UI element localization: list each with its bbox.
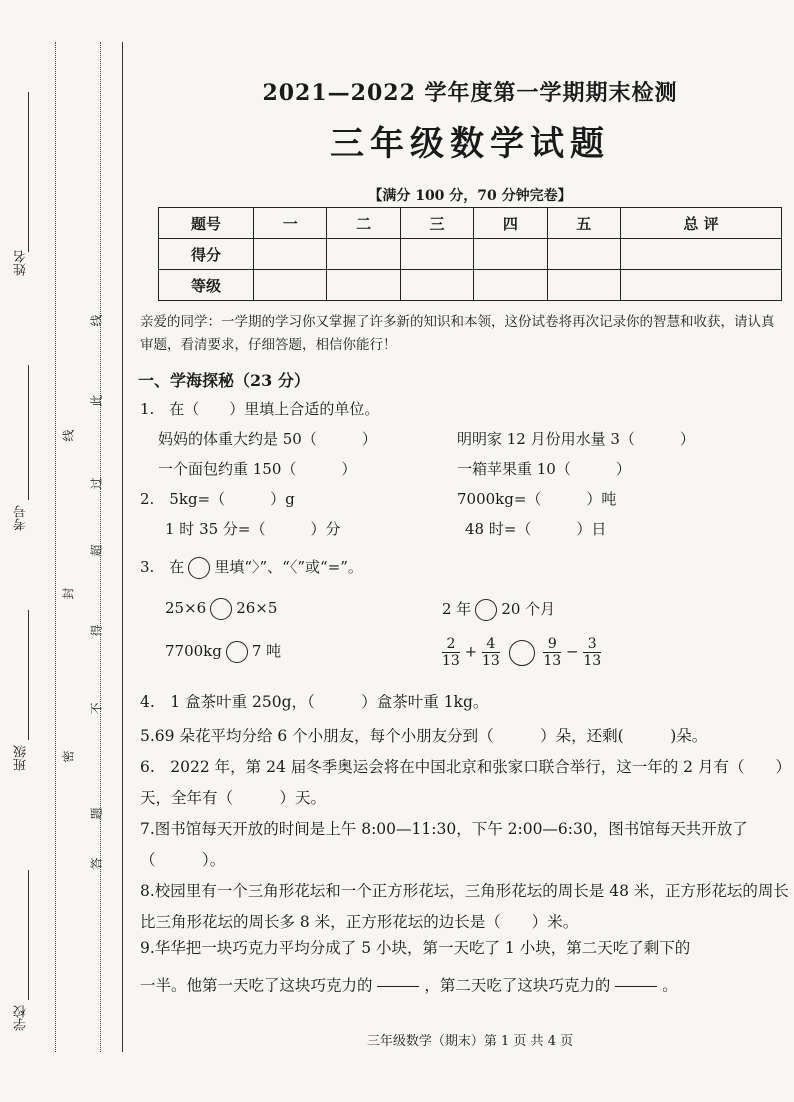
seal-char: 不 (89, 702, 104, 715)
exam-title: 三年级数学试题 (330, 124, 610, 164)
question-9-text: ，第二天吃了这块巧克力的 (424, 976, 611, 995)
question-7: 7.图书馆每天开放的时间是上午 8:00—11:30，下午 2:00—6:30，图书馆每天共开放了（ ）。 (140, 820, 748, 869)
page-footer: 三年级数学（期末）第 1 页 共 4 页 (366, 1034, 574, 1049)
question-3c (165, 640, 281, 663)
name-underline (28, 92, 29, 252)
seal-char: 得 (89, 624, 104, 637)
score-table-cell: 二 (327, 208, 400, 239)
score-table-cell: 总 评 (621, 208, 782, 239)
seal-char: 此 (89, 394, 104, 407)
question-3b (442, 598, 555, 621)
question-3a (165, 598, 277, 620)
score-row-label: 等级 (159, 270, 254, 301)
score-table (158, 207, 782, 301)
question-5: 5.69 朵花平均分给 6 个小朋友，每个小朋友分到（ ）朵，还剩( )朵。 (140, 727, 708, 745)
score-table-cell: 三 (400, 208, 473, 239)
fraction: $\frac{3}{13}$ (583, 636, 602, 669)
fraction: $\frac{4}{13}$ (481, 636, 500, 669)
question-9-text: 一半。他第一天吃了这块巧克力的 (140, 976, 373, 995)
seal-char: 封 (61, 587, 76, 600)
score-table-row (159, 270, 782, 301)
score-table-header-row (159, 208, 782, 239)
score-input-cell[interactable] (327, 270, 400, 301)
expr-right: 26×5 (236, 599, 278, 617)
expr-left: 25×6 (165, 599, 207, 617)
question-1a: 妈妈的体重大约是 50（ ） (158, 430, 377, 448)
score-input-cell[interactable] (254, 239, 327, 270)
seal-char: 超 (89, 544, 104, 557)
expr-right: 20 个月 (501, 600, 556, 618)
margin-border (122, 42, 123, 1052)
full-score-note: 【满分 100 分，70 分钟完卷】 (368, 188, 572, 204)
question-2d: 48 时=（ ）日 (465, 520, 607, 538)
score-input-cell[interactable] (474, 239, 547, 270)
score-table-cell: 题号 (159, 208, 254, 239)
score-input-cell[interactable] (327, 239, 400, 270)
compare-answer-circle[interactable] (226, 641, 248, 663)
fraction-answer-blank[interactable] (615, 970, 657, 1003)
expr-left: 2 年 (442, 600, 472, 618)
score-input-cell[interactable] (254, 270, 327, 301)
question-1c: 一个面包约重 150（ ） (158, 460, 357, 478)
school-label: 学校 (14, 1005, 29, 1031)
question-1d: 一箱苹果重 10（ ） (457, 460, 631, 478)
fraction: $\frac{9}{13}$ (543, 636, 562, 669)
question-4: 4. 1 盒茶叶重 250g，（ ）盒茶叶重 1kg。 (140, 693, 489, 711)
compare-answer-circle[interactable] (210, 598, 232, 620)
question-2c: 1 时 35 分=（ ）分 (165, 520, 341, 538)
exam-year-title: 2021—2022 学年度第一学期期末检测 (262, 80, 678, 106)
seal-char: 答 (89, 857, 104, 870)
seal-char: 密 (61, 750, 76, 763)
score-input-cell[interactable] (474, 270, 547, 301)
fraction: $\frac{2}{13}$ (442, 636, 460, 669)
question-3-stem-post: 里填“〉”、“〈”或“=”。 (214, 558, 363, 576)
question-2b: 7000kg=（ ）吨 (457, 490, 617, 508)
question-3-stem-pre: 3. 在 (140, 558, 185, 576)
school-underline (28, 870, 29, 1000)
score-input-cell[interactable] (547, 239, 620, 270)
exam-no-underline (28, 365, 29, 500)
score-input-cell[interactable] (400, 270, 473, 301)
compare-circle-icon (188, 557, 210, 579)
seal-char: 题 (89, 807, 104, 820)
expr-right: 7 吨 (251, 642, 282, 660)
exam-no-label: 考号 (14, 505, 29, 531)
question-1b: 明明家 12 月份用水量 3（ ） (457, 430, 695, 448)
operator: + (464, 642, 478, 661)
score-table-cell: 一 (254, 208, 327, 239)
score-table-cell: 四 (474, 208, 547, 239)
compare-answer-circle[interactable] (475, 599, 497, 621)
question-9-line2 (140, 970, 678, 1003)
dotted-line-outer (55, 42, 56, 1052)
score-input-cell[interactable] (400, 239, 473, 270)
score-table-row (159, 239, 782, 270)
score-row-label: 得分 (159, 239, 254, 270)
compare-answer-circle[interactable] (509, 640, 535, 666)
name-label: 姓名 (14, 250, 29, 276)
question-8: 8.校园里有一个三角形花坛和一个正方形花坛，三角形花坛的周长是 48 米，正方形花坛的周长比三角形花坛的周长多 8 米，正方形花坛的边长是（ ）米。 (140, 882, 789, 931)
question-9-line1: 9.华华把一块巧克力平均分成了 5 小块，第一天吃了 1 小块，第二天吃了剩下的 (140, 939, 691, 957)
seal-char: 过 (89, 477, 104, 490)
expr-left: 7700kg (165, 642, 222, 660)
score-table-cell: 五 (547, 208, 620, 239)
seal-char: 线 (61, 429, 76, 442)
intro-paragraph: 亲爱的同学：一学期的学习你又掌握了许多新的知识和本领，这份试卷将再次记录你的智慧和收获，请认真审题，看清要求，仔细答题，相信你能行！ (140, 314, 775, 353)
operator: − (565, 642, 579, 661)
section-heading: 一、学海探秘（23 分） (138, 371, 310, 390)
score-input-cell[interactable] (547, 270, 620, 301)
question-3d (442, 636, 601, 669)
fraction-answer-blank[interactable] (377, 970, 419, 1003)
question-2a: 2. 5kg=（ ）g (140, 490, 295, 508)
score-input-cell[interactable] (621, 270, 782, 301)
question-3-stem (140, 556, 363, 579)
class-label: 班级 (14, 745, 29, 771)
seal-char: 线 (89, 314, 104, 327)
question-6: 6. 2022 年，第 24 届冬季奥运会将在中国北京和张家口联合举行，这一年的 2 月有（ ）天，全年有（ ）天。 (140, 758, 784, 807)
question-9-text: 。 (662, 976, 678, 995)
score-input-cell[interactable] (621, 239, 782, 270)
class-underline (28, 610, 29, 740)
question-1-stem: 1. 在（ ）里填上合适的单位。 (140, 400, 380, 418)
